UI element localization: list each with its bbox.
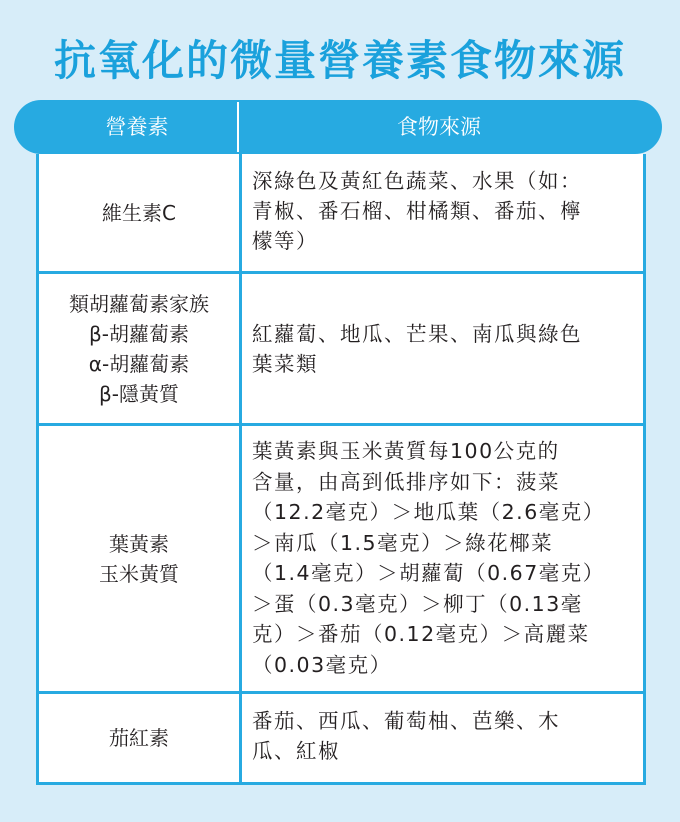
table-body xyxy=(36,154,646,785)
nutrient-name: 葉黃素 xyxy=(109,531,169,556)
food-source-cell: 深綠色及黃紅色蔬菜、水果（如： 青椒、番石榴、柑橘類、番茄、檸 檬等） xyxy=(252,169,582,253)
table-row xyxy=(39,271,643,423)
page-title: 抗氧化的微量營養素食物來源 xyxy=(53,36,626,85)
nutrient-name: 類胡蘿蔔素家族 xyxy=(69,291,209,316)
food-source-cell: 番茄、西瓜、葡萄柚、芭樂、木 瓜、紅椒 xyxy=(252,709,560,763)
nutrient-name: 維生素C xyxy=(102,200,176,225)
nutrient-cell xyxy=(39,694,242,782)
table-header xyxy=(14,100,662,154)
nutrient-name: β-胡蘿蔔素 xyxy=(89,321,189,346)
table-row xyxy=(39,154,643,271)
header-food-source: 食物來源 xyxy=(397,115,481,139)
nutrient-name: α-胡蘿蔔素 xyxy=(88,351,190,376)
nutrient-name: β-隱黃質 xyxy=(99,381,179,406)
nutrient-cell xyxy=(39,426,242,691)
nutrient-cell xyxy=(39,274,242,423)
nutrient-cell xyxy=(39,154,242,271)
table-row xyxy=(39,691,643,782)
nutrient-name: 玉米黃質 xyxy=(99,561,179,586)
nutrient-name: 茄紅素 xyxy=(109,726,169,750)
food-source-cell: 葉黃素與玉米黃質每100公克的 含量，由高到低排序如下：菠菜 （12.2毫克）＞地瓜葉（2.6毫克） ＞南瓜（1.5毫克）＞綠花椰菜 （1.4毫克）＞胡蘿蔔（0.67毫克） ＞蛋（0.3毫克）＞柳丁（0.13毫 克）＞番茄（0.12毫克）＞高麗菜 （0.03毫克） xyxy=(252,439,605,677)
header-nutrient: 營養素 xyxy=(105,115,169,139)
table-row xyxy=(39,423,643,691)
food-source-cell: 紅蘿蔔、地瓜、芒果、南瓜與綠色 葉菜類 xyxy=(252,321,582,376)
